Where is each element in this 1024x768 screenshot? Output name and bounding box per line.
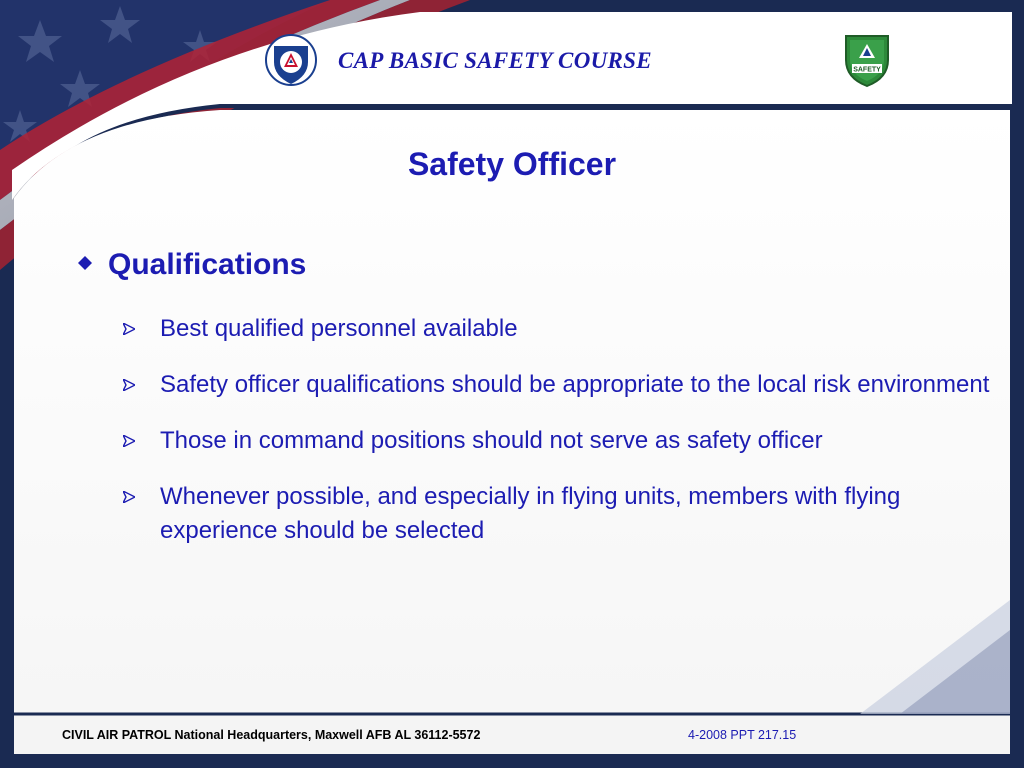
safety-shield-logo-icon (840, 30, 894, 88)
arrow-bullet-icon (123, 379, 135, 391)
arrow-bullet-icon (123, 323, 135, 335)
bullet-heading: Qualifications (108, 248, 307, 281)
civil-air-patrol-logo-icon (262, 32, 320, 88)
course-title: CAP BASIC SAFETY COURSE (338, 48, 652, 73)
sub-bullet-text: Those in command positions should not serve as safety officer (160, 427, 823, 454)
sub-bullet-item (120, 480, 1000, 548)
sub-bullet-item (120, 424, 1000, 458)
footer-organization: CIVIL AIR PATROL National Headquarters, Maxwell AFB AL 36112-5572 (62, 728, 481, 742)
diamond-bullet-icon (78, 256, 92, 270)
slide-title: Safety Officer (407, 146, 617, 182)
sub-bullet-item (120, 368, 1000, 402)
sub-bullet-text: Whenever possible, and especially in flying units, members with flying experience should be selected (160, 483, 901, 544)
arrow-bullet-icon (123, 491, 135, 503)
svg-text:SAFETY: SAFETY (853, 66, 881, 74)
sub-bullet-item (120, 312, 1000, 346)
footer-slide-id: 4-2008 PPT 217.15 (688, 728, 797, 742)
sub-bullet-text: Safety officer qualifications should be appropriate to the local risk environment (160, 371, 990, 398)
sub-bullet-list (120, 312, 1000, 570)
arrow-bullet-icon (123, 435, 135, 447)
sub-bullet-text: Best qualified personnel available (160, 315, 518, 342)
